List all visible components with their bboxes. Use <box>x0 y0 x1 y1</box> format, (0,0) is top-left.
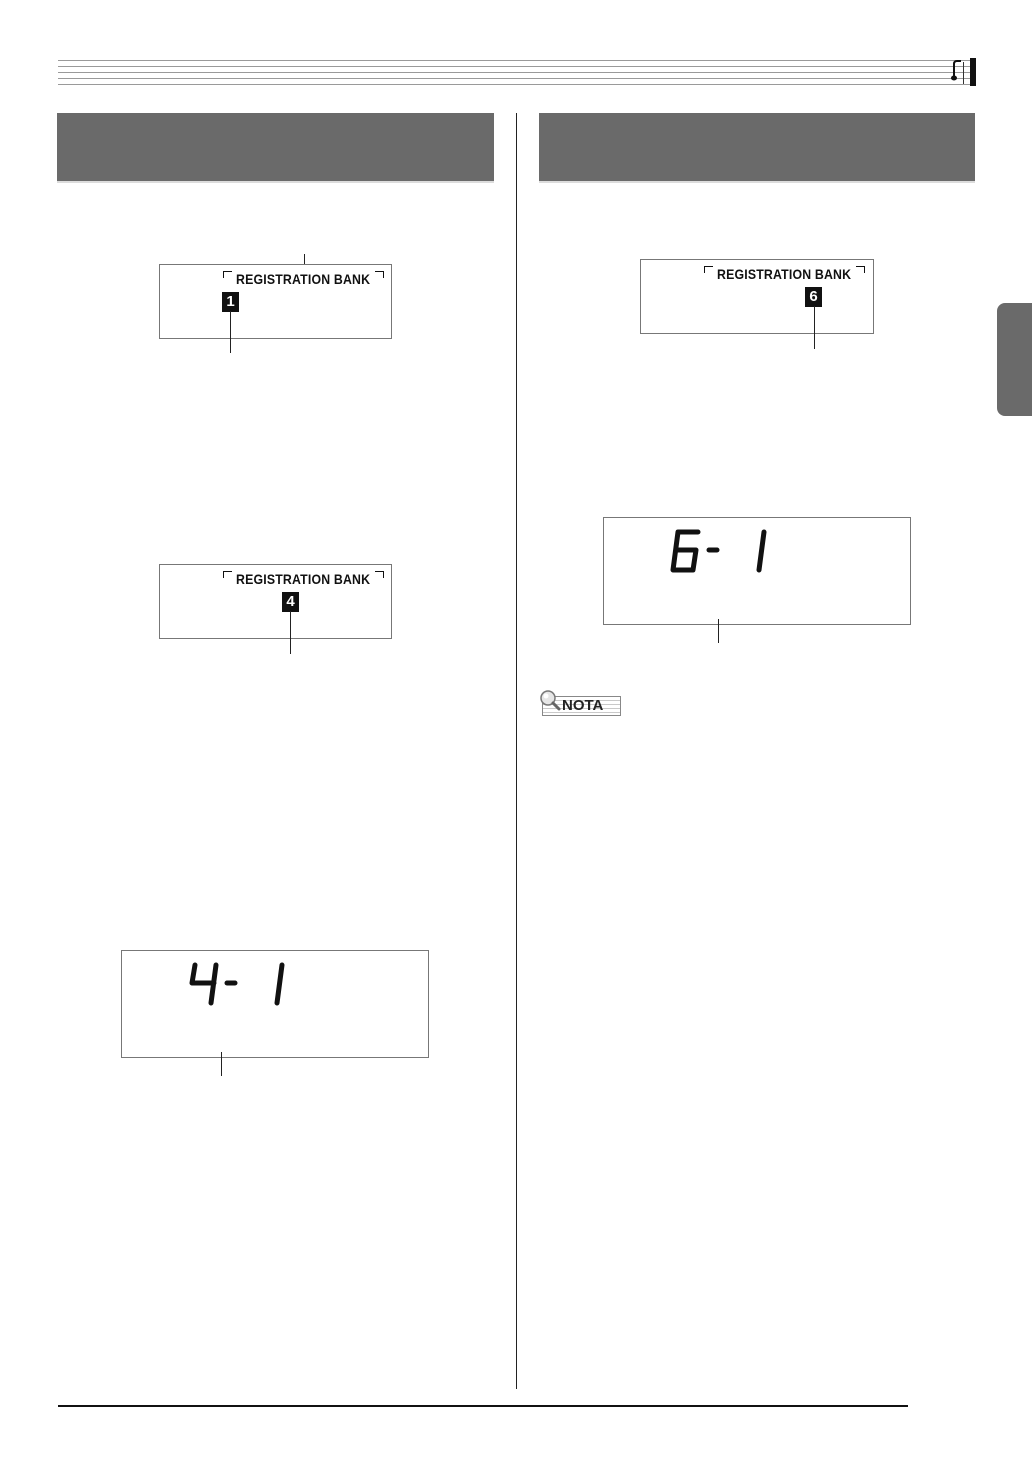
side-tab <box>997 303 1032 416</box>
lcd-frame <box>640 259 874 334</box>
staff-line <box>58 78 973 79</box>
left-section-header <box>57 113 494 183</box>
footer-rule <box>58 1405 908 1407</box>
staff-end-bar <box>970 58 976 86</box>
bank-number: 4 <box>282 592 299 612</box>
lcd-frame <box>603 517 911 625</box>
lcd-frame <box>159 264 392 339</box>
staff-line <box>58 72 973 73</box>
registration-bank-label: REGISTRATION BANK <box>236 271 371 287</box>
right-section-header <box>539 113 975 183</box>
callout-leader <box>230 311 231 353</box>
lcd-frame <box>159 564 392 639</box>
column-divider <box>516 113 517 1389</box>
bank-number: 6 <box>805 287 822 307</box>
lcd-frame <box>121 950 429 1058</box>
callout-leader <box>814 306 815 349</box>
bracket-left <box>223 271 232 278</box>
registration-bank-label: REGISTRATION BANK <box>236 571 371 587</box>
staff-line <box>58 84 973 85</box>
bracket-right <box>856 266 865 273</box>
note-label: NOTA <box>562 697 604 714</box>
music-note-icon <box>950 58 964 82</box>
magnifier-icon <box>537 688 563 714</box>
bracket-right <box>375 271 384 278</box>
seven-segment-digits <box>186 961 296 1009</box>
bracket-left <box>704 266 713 273</box>
seven-segment-digits <box>668 528 778 576</box>
bracket-right <box>375 571 384 578</box>
bank-number: 1 <box>222 292 239 312</box>
registration-bank-label: REGISTRATION BANK <box>717 266 852 282</box>
callout-leader <box>290 611 291 654</box>
callout-leader <box>718 619 719 643</box>
callout-leader <box>221 1052 222 1076</box>
staff-line <box>58 66 973 67</box>
staff-line <box>58 60 973 61</box>
bracket-left <box>223 571 232 578</box>
